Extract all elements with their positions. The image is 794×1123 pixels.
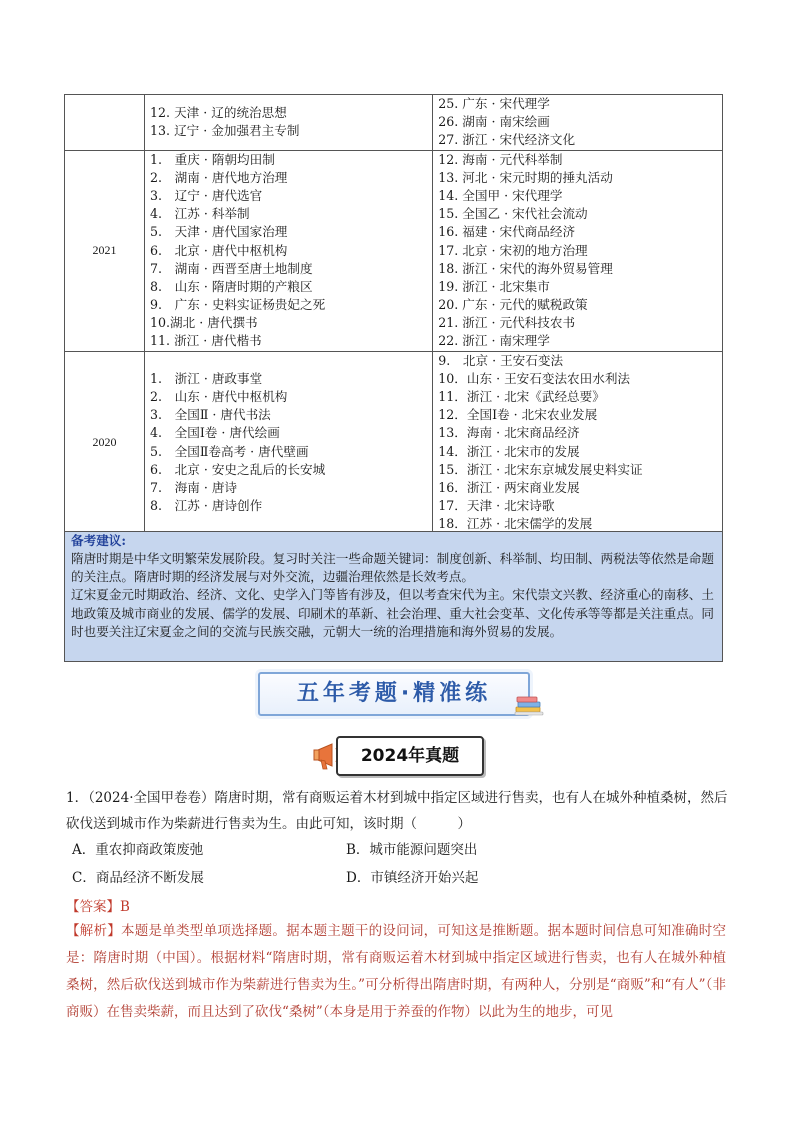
list-item: 8. 山东 · 隋唐时期的产粮区	[150, 278, 313, 294]
option-c: C．商品经济不断发展	[72, 870, 204, 886]
option-a: A．重农抑商政策废弛	[72, 842, 204, 858]
list-item: 14．浙江 · 北宋市的发展	[438, 443, 580, 459]
list-item: 14. 全国甲 · 宋代理学	[438, 187, 563, 203]
list-item: 7. 湖南 · 西晋至唐土地制度	[150, 260, 313, 276]
list-item: 20. 广东 · 元代的赋税政策	[438, 297, 588, 313]
table-row	[65, 150, 723, 351]
table-row	[65, 351, 723, 534]
list-item: 3. 全国Ⅱ · 唐代书法	[150, 407, 271, 423]
list-item: 15．浙江 · 北宋东京城发展史料实证	[438, 461, 643, 477]
list-item: 12. 海南 · 元代科举制	[438, 151, 563, 167]
list-item: 10.湖北 · 唐代撰书	[150, 315, 258, 331]
year-cell: 2020	[65, 351, 145, 534]
table-row	[65, 95, 723, 151]
left-topics-cell	[145, 150, 433, 351]
list-item: 17. 北京 · 宋初的地方治理	[438, 242, 588, 258]
list-item: 21. 浙江 · 元代科技农书	[438, 315, 576, 331]
list-item: 26. 湖南 · 南宋绘画	[438, 114, 550, 130]
list-item: 4. 全国Ⅰ卷 · 唐代绘画	[150, 425, 280, 441]
year-cell	[65, 95, 145, 151]
list-item: 5. 全国Ⅱ卷高考 · 唐代壁画	[150, 443, 309, 459]
list-item: 19. 浙江 · 北宋集市	[438, 278, 550, 294]
list-item: 6. 北京 · 唐代中枢机构	[150, 242, 288, 258]
section-title: 2024年真题	[360, 746, 460, 766]
list-item: 18．江苏 · 北宋儒学的发展	[438, 516, 593, 532]
list-item: 3. 辽宁 · 唐代选官	[150, 187, 263, 203]
list-item: 11. 浙江 · 唐代楷书	[150, 333, 262, 349]
list-item: 12．全国Ⅰ卷 · 北宋农业发展	[438, 407, 598, 423]
list-item: 6. 北京 · 安史之乱后的长安城	[150, 461, 326, 477]
explanation-text: 本题是单类型单项选择题。据本题主题干的设问词，可知这是推断题。据本题时间信息可知准确时空是：隋唐时期（中国）。根据材料“隋唐时期，常有商贩运着木材到城中指定区域进行售卖，也有人在城外种植桑树，然后砍伐送到城市作为柴薪进行售卖为生。”可分析得出隋唐时期，有两种人，分别是“商贩”和“有人”（非商贩）在售卖柴薪，而且达到了砍伐“桑树”（本身是用于养蚕的作物）以此为生的地步，可见	[66, 923, 727, 1020]
list-item: 12. 天津 · 辽的统治思想	[150, 105, 287, 121]
list-item: 13. 河北 · 宋元时期的捶丸活动	[438, 169, 613, 185]
list-item: 13. 辽宁 · 金加强君主专制	[150, 123, 300, 139]
list-item: 16．浙江 · 两宋商业发展	[438, 479, 580, 495]
question-stem: 1．（2024·全国甲卷卷）隋唐时期，常有商贩运着木材到城中指定区域进行售卖，也有人在城外种植桑树，然后砍伐送到城市作为柴薪进行售卖为生。由此可知，该时期（ ）	[66, 790, 728, 832]
study-advice-box	[64, 531, 723, 662]
advice-title: 备考建议:	[71, 533, 127, 548]
list-item: 2. 山东 · 唐代中枢机构	[150, 389, 288, 404]
list-item: 11．浙江 · 北宋《武经总要》	[438, 389, 605, 404]
left-topics-cell	[145, 95, 433, 151]
list-item: 27. 浙江 · 宋代经济文化	[438, 132, 576, 148]
answer-value: B	[120, 899, 130, 915]
list-item: 7. 海南 · 唐诗	[150, 479, 238, 495]
list-item: 2. 湖南 · 唐代地方治理	[150, 169, 288, 185]
list-item: 16. 福建 · 宋代商品经济	[438, 224, 576, 240]
list-item: 15. 全国乙 · 宋代社会流动	[438, 206, 588, 222]
list-item: 25. 广东 · 宋代理学	[438, 96, 550, 111]
right-topics-cell	[433, 150, 723, 351]
list-item: 8. 江苏 · 唐诗创作	[150, 498, 263, 514]
books-icon	[514, 694, 544, 716]
list-item: 1. 重庆 · 隋朝均田制	[150, 151, 275, 167]
right-topics-cell	[433, 351, 723, 534]
year-cell: 2021	[65, 150, 145, 351]
list-item: 4. 江苏 · 科举制	[150, 206, 250, 222]
left-topics-cell	[145, 351, 433, 534]
answer-line	[66, 895, 130, 919]
answer-tag: 【答案】	[66, 899, 120, 915]
advice-paragraph: 辽宋夏金元时期政治、经济、文化、史学入门等皆有涉及，但以考查宋代为主。宋代崇文兴教、经济重心的南移、土地政策及城市商业的发展、儒学的发展、印刷术的革新、社会治理、重大社会变革、文化传承等等都是关注重点。同时也要关注辽宋夏金之间的交流与民族交融，元朝大一统的治理措施和海外贸易的发展。	[71, 587, 714, 639]
exam-topics-table	[64, 94, 723, 535]
list-item: 10．山东 · 王安石变法农田水利法	[438, 370, 631, 386]
list-item: 1. 浙江 · 唐政事堂	[150, 370, 263, 386]
list-item: 9. 广东 · 史料实证杨贵妃之死	[150, 297, 326, 313]
option-d: D．市镇经济开始兴起	[346, 870, 479, 886]
right-topics-cell	[433, 95, 723, 151]
list-item: 13．海南 · 北宋商品经济	[438, 425, 580, 441]
section-banner	[258, 672, 530, 716]
list-item: 5. 天津 · 唐代国家治理	[150, 224, 288, 240]
explanation	[66, 918, 726, 1026]
list-item: 17．天津 · 北宋诗歌	[438, 498, 555, 514]
option-b: B．城市能源问题突出	[346, 842, 478, 858]
list-item: 9. 北京 · 王安石变法	[438, 352, 564, 368]
section-heading	[336, 736, 484, 776]
explanation-tag: 【解析】	[66, 923, 122, 939]
list-item: 18. 浙江 · 宋代的海外贸易管理	[438, 260, 613, 276]
list-item: 22. 浙江 · 南宋理学	[438, 333, 550, 349]
banner-title: 五年考题·精准练	[296, 681, 492, 706]
advice-paragraph: 隋唐时期是中华文明繁荣发展阶段。复习时关注一些命题关键词：制度创新、科举制、均田制、两税法等依然是命题的关注点。隋唐时期的经济发展与对外交流，边疆治理依然是长效考点。	[71, 551, 714, 585]
